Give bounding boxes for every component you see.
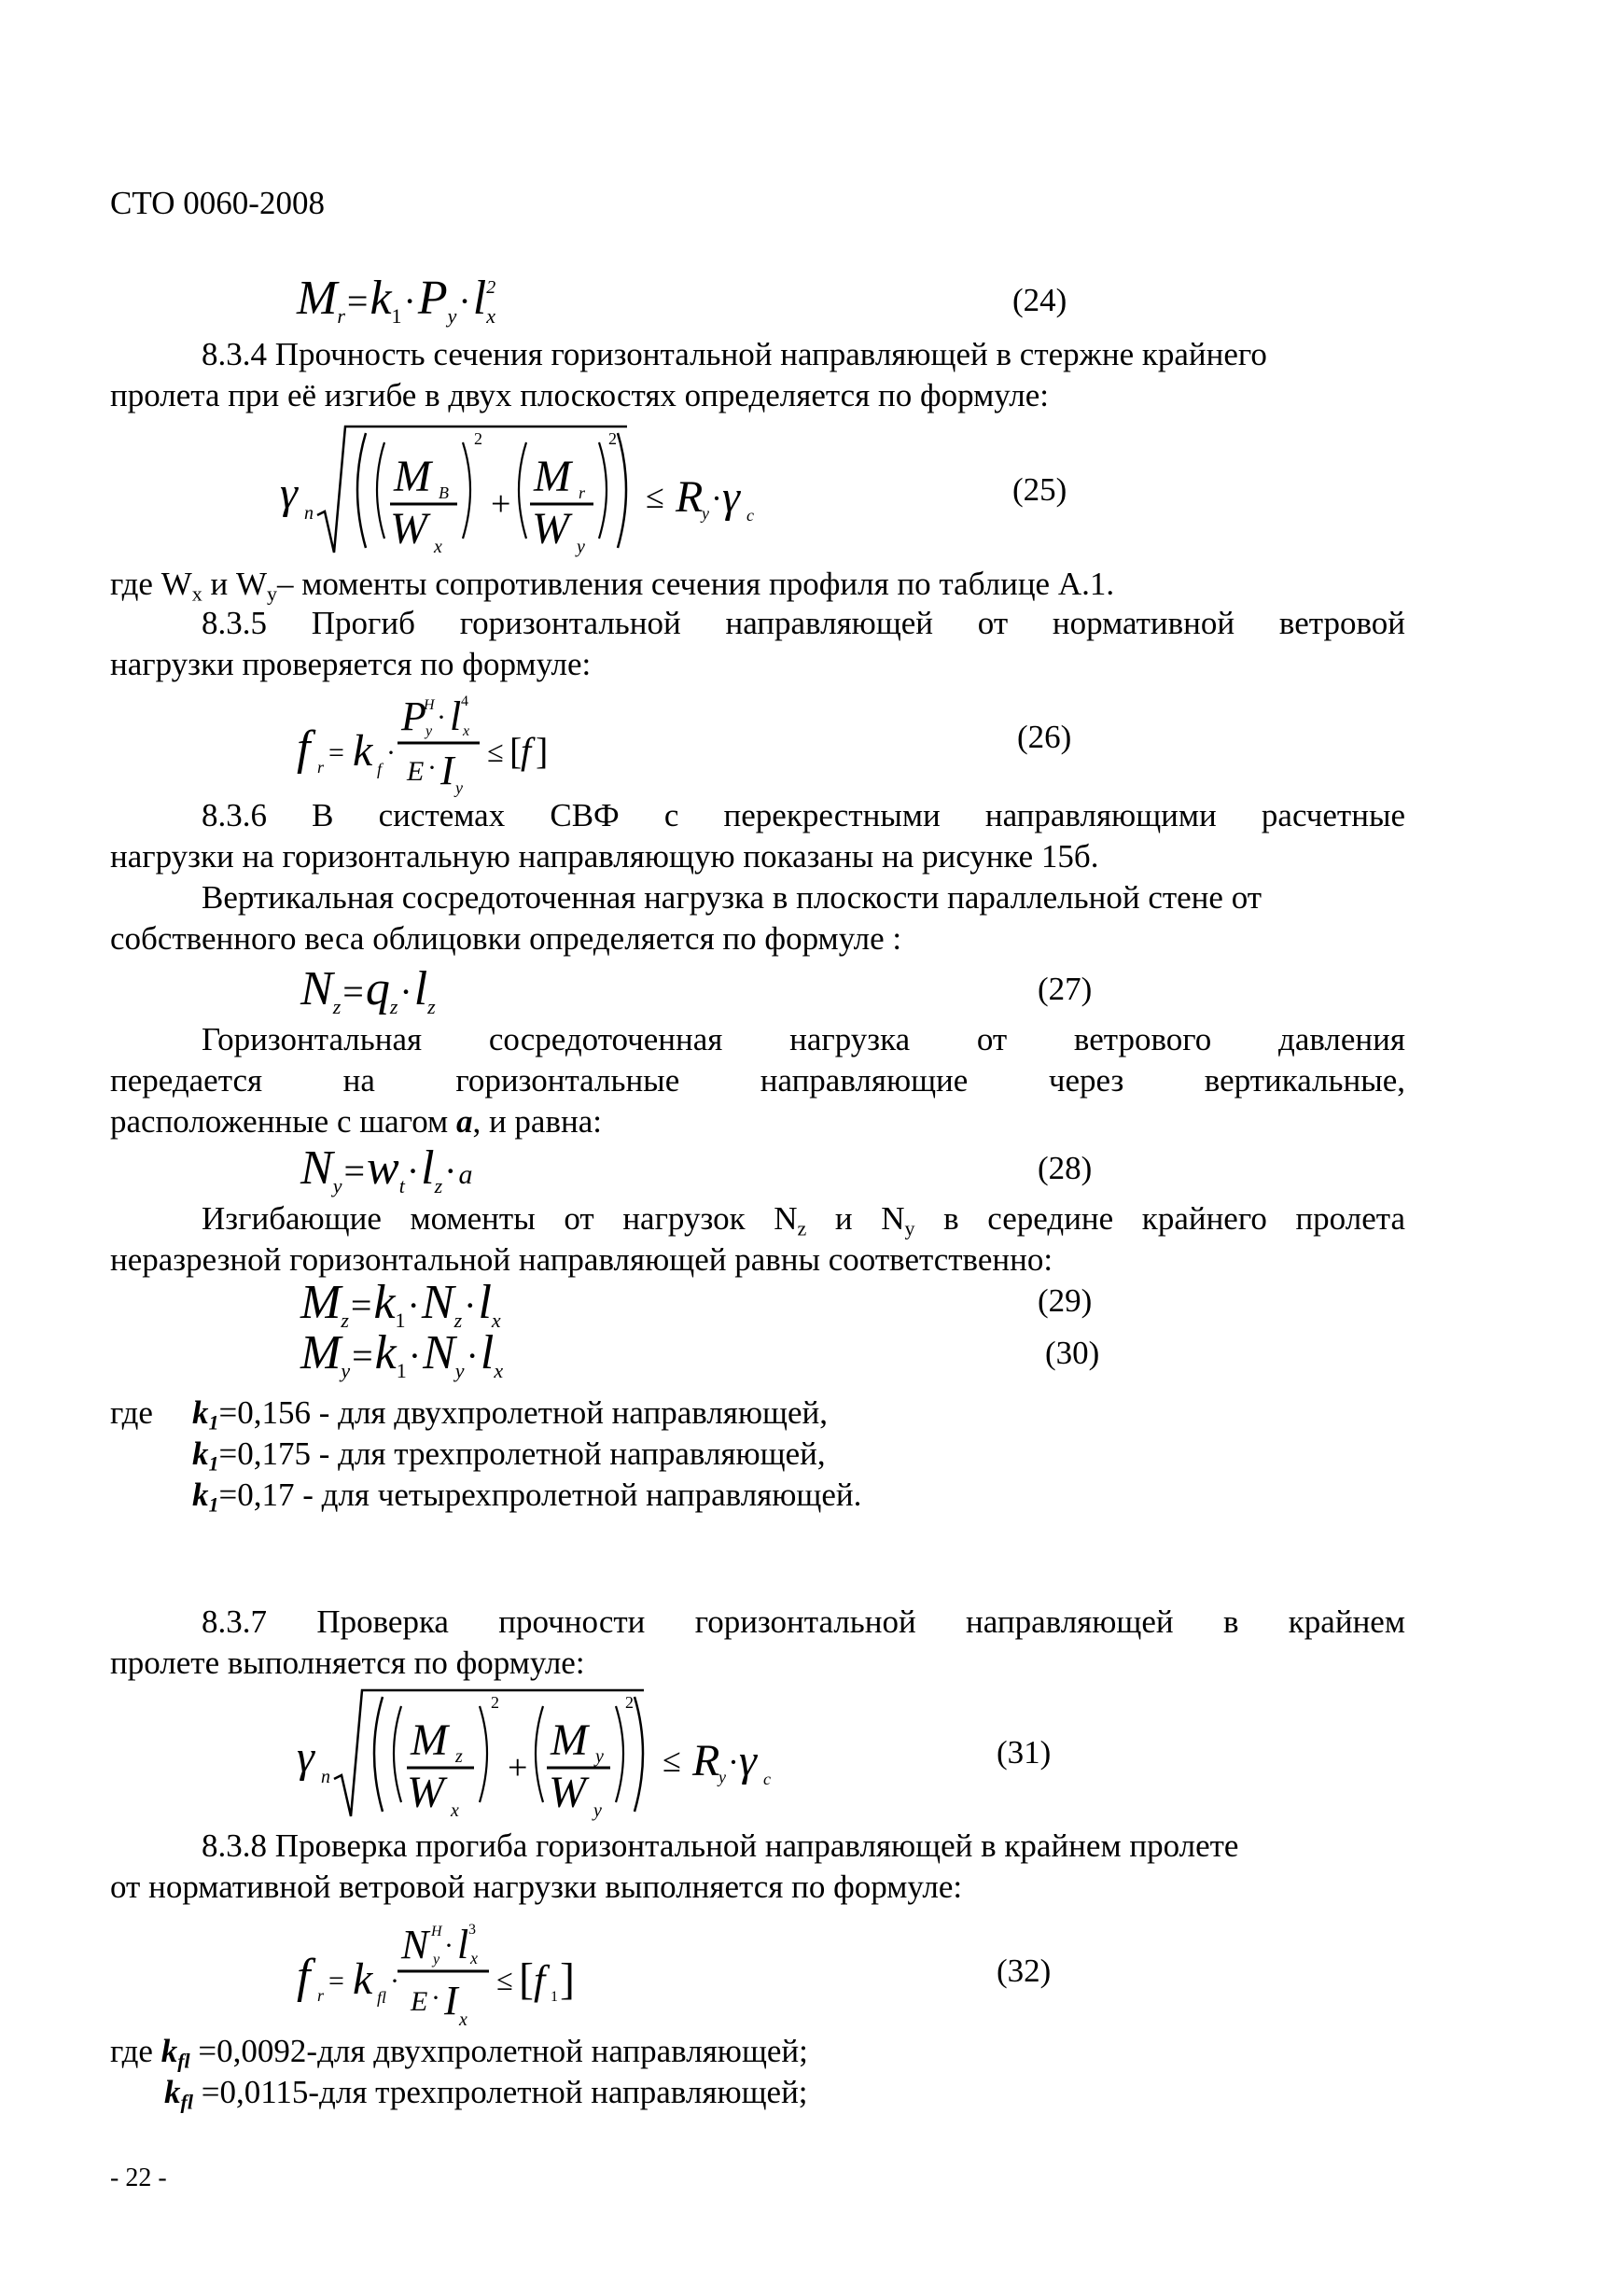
para-8-3-8-line1: 8.3.8 Проверка прогиба горизонтальной направляющей в крайнем пролете — [202, 1827, 1239, 1864]
svg-text:·: · — [728, 1743, 739, 1781]
para-8-3-5-line1: 8.3.5 Прогиб горизонтальной направляющей от нормативной ветровой — [202, 605, 1405, 641]
svg-text:k: k — [353, 726, 373, 776]
equation-number-25: (25) — [1012, 471, 1067, 508]
svg-text:k: k — [353, 1954, 373, 2004]
svg-text:γ: γ — [280, 469, 298, 518]
svg-text:fl: fl — [377, 1988, 387, 2007]
svg-text:γ: γ — [722, 472, 740, 522]
para-8-3-5-line2: нагрузки проверяется по формуле: — [110, 646, 592, 682]
k1-item-2: k1=0,175 - для трехпролетной направляющей, — [192, 1435, 826, 1476]
formula-29: $M_z=k_1\cdot N_z\cdot l_x$ — [300, 1276, 501, 1332]
svg-text:x: x — [459, 2009, 467, 2030]
svg-text:r: r — [579, 483, 586, 502]
svg-text:x: x — [451, 1800, 459, 1821]
svg-text:f: f — [534, 1957, 546, 2003]
svg-text:R: R — [692, 1736, 720, 1785]
para-moments-line2: неразрезной горизонтальной направляющей равны соответственно: — [110, 1241, 1053, 1278]
kfl-item-1: где kfl =0,0092-для двухпролетной направляющей; — [110, 2033, 808, 2073]
svg-text:·: · — [390, 1966, 399, 1996]
svg-text:y: y — [702, 504, 709, 523]
where-wx-wy: где Wx и Wy– моменты сопротивления сечения профиля по таблице А.1. — [110, 566, 1115, 606]
para-vertical-load-line1: Вертикальная сосредоточенная нагрузка в плоскости параллельной стене от — [202, 879, 1262, 916]
svg-text:x: x — [463, 723, 470, 739]
svg-text:+: + — [508, 1748, 528, 1787]
svg-text:1: 1 — [551, 1989, 558, 2005]
svg-text:≤: ≤ — [663, 1742, 681, 1779]
para-8-3-7-line1: 8.3.7 Проверка прочности горизонтальной направляющей в крайнем — [202, 1603, 1405, 1640]
svg-text:c: c — [763, 1770, 771, 1788]
svg-text:4: 4 — [461, 693, 468, 709]
svg-text:2: 2 — [491, 1693, 499, 1712]
svg-text:=: = — [328, 737, 344, 768]
svg-text:f: f — [297, 1950, 311, 2003]
svg-text:3: 3 — [468, 1922, 476, 1938]
svg-text:≤: ≤ — [496, 1963, 513, 1996]
svg-text:W: W — [407, 1768, 444, 1817]
para-8-3-7-line2: пролете выполняется по формуле: — [110, 1645, 585, 1681]
svg-text:M: M — [394, 452, 431, 501]
svg-text:f: f — [521, 730, 532, 772]
svg-text:H: H — [424, 697, 435, 713]
svg-text:l: l — [457, 1922, 469, 1967]
svg-text:W: W — [390, 504, 427, 553]
formula-24: $M_r=k_1\cdot P_y\cdot l^2_x$ — [297, 272, 496, 328]
para-horizontal-load-line2: передается на горизонтальные направляющие через вертикальные, — [110, 1062, 1405, 1099]
para-8-3-6-line1: 8.3.6 В системах СВФ с перекрестными направляющими расчетные — [202, 797, 1405, 833]
svg-text:y: y — [577, 537, 585, 557]
svg-text:γ: γ — [739, 1736, 757, 1785]
svg-text:·: · — [431, 1982, 440, 2013]
svg-text:·: · — [711, 480, 722, 517]
svg-text:y: y — [593, 1800, 602, 1821]
svg-text:+: + — [491, 484, 511, 524]
svg-text:f: f — [377, 760, 383, 778]
svg-text:I: I — [444, 1978, 458, 2023]
para-horizontal-load-line1: Горизонтальная сосредоточенная нагрузка от ветрового давления — [202, 1021, 1405, 1057]
para-vertical-load-line2: собственного веса облицовки определяется по формуле : — [110, 920, 902, 957]
svg-text:≤: ≤ — [646, 478, 664, 515]
para-moments-line1: Изгибающие моменты от нагрузок Nz и Ny в середине крайнего пролета — [202, 1200, 1405, 1240]
equation-number-27: (27) — [1038, 971, 1093, 1007]
svg-text:·: · — [427, 752, 437, 783]
k1-where-label: где — [110, 1394, 153, 1431]
svg-text:]: ] — [560, 1954, 575, 2004]
equation-number-28: (28) — [1038, 1150, 1093, 1186]
formula-30: $M_y=k_1\cdot N_y\cdot l_x$ — [300, 1326, 504, 1382]
svg-text:R: R — [676, 472, 704, 522]
para-8-3-6-line2: нагрузки на горизонтальную направляющую показаны на рисунке 15б. — [110, 838, 1099, 875]
svg-text:r: r — [317, 1986, 325, 2005]
svg-text:y: y — [455, 778, 463, 797]
svg-text:[: [ — [509, 730, 523, 772]
svg-text:M: M — [411, 1715, 448, 1765]
formula-27: $N_z=q_z\cdot l_z$ — [300, 962, 436, 1018]
svg-text:r: r — [317, 758, 325, 777]
svg-text:H: H — [431, 1924, 442, 1939]
page-number: - 22 - — [110, 2163, 167, 2192]
svg-text:z: z — [455, 1746, 463, 1767]
equation-number-29: (29) — [1038, 1282, 1093, 1319]
svg-text:y: y — [425, 723, 433, 739]
equation-number-26: (26) — [1017, 719, 1072, 755]
svg-text:·: · — [437, 702, 446, 733]
svg-text:γ: γ — [297, 1732, 314, 1782]
k1-item-1: k1=0,156 - для двухпролетной направляющей, — [192, 1394, 828, 1435]
svg-text:I: I — [440, 748, 454, 793]
para-horizontal-load-line3: расположенные с шагом a, и равна: — [110, 1103, 602, 1140]
equation-number-24: (24) — [1012, 282, 1067, 318]
svg-text:f: f — [297, 721, 311, 775]
k1-item-3: k1=0,17 - для четырехпролетной направляющей. — [192, 1477, 862, 1517]
para-8-3-4-line2: пролета при её изгибе в двух плоскостях определяется по формуле: — [110, 377, 1049, 413]
svg-text:·: · — [444, 1930, 453, 1961]
svg-text:x: x — [434, 537, 442, 557]
para-8-3-8-line2: от нормативной ветровой нагрузки выполняется по формуле: — [110, 1869, 963, 1905]
svg-text:y: y — [595, 1746, 604, 1767]
equation-number-32: (32) — [997, 1953, 1052, 1989]
svg-text:W: W — [549, 1768, 586, 1817]
svg-text:]: ] — [536, 730, 549, 772]
formula-28: $N_y=w_t\cdot l_z\cdot a$ — [300, 1141, 473, 1197]
formula-31 — [297, 1686, 819, 1826]
svg-text:≤: ≤ — [487, 735, 504, 768]
svg-text:E: E — [411, 1986, 428, 2017]
svg-text:[: [ — [519, 1954, 534, 2004]
svg-text:n: n — [321, 1767, 330, 1787]
formula-26 — [297, 683, 651, 805]
svg-text:y: y — [433, 1952, 440, 1967]
para-8-3-4-line1: 8.3.4 Прочность сечения горизонтальной направляющей в стержне крайнего — [202, 336, 1267, 372]
svg-text:B: B — [439, 483, 449, 502]
svg-text:n: n — [304, 503, 314, 524]
svg-text:·: · — [386, 737, 396, 768]
svg-text:M: M — [534, 452, 571, 501]
formula-25 — [280, 422, 821, 562]
svg-text:M: M — [551, 1715, 588, 1765]
svg-text:l: l — [450, 693, 462, 739]
equation-number-30: (30) — [1045, 1335, 1100, 1371]
svg-text:=: = — [328, 1966, 344, 1996]
svg-text:2: 2 — [625, 1693, 634, 1712]
formula-32 — [297, 1908, 689, 2038]
svg-text:E: E — [407, 756, 425, 787]
svg-text:2: 2 — [474, 429, 482, 448]
svg-text:W: W — [532, 504, 569, 553]
doc-code-header: СТО 0060-2008 — [110, 185, 325, 221]
svg-text:N: N — [401, 1922, 429, 1967]
svg-text:x: x — [470, 1949, 478, 1967]
svg-text:c: c — [746, 506, 754, 525]
svg-text:P: P — [401, 693, 426, 739]
svg-text:2: 2 — [608, 429, 617, 448]
equation-number-31: (31) — [997, 1734, 1052, 1771]
kfl-item-2: kfl =0,0115-для трехпролетной направляющей; — [164, 2074, 808, 2114]
svg-text:y: y — [718, 1768, 726, 1786]
